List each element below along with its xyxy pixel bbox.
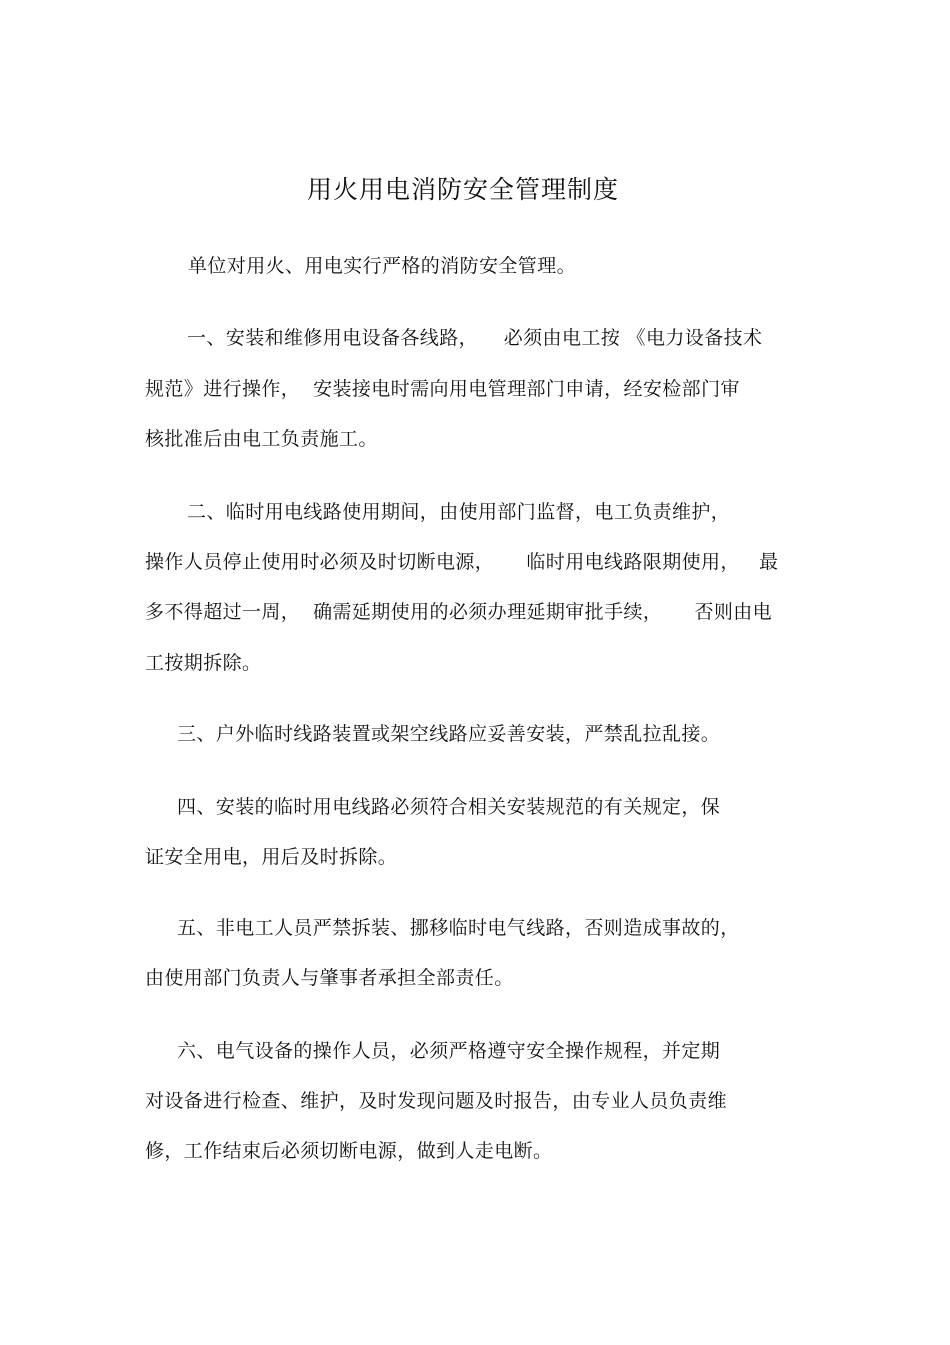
section-5-line-2: 由使用部门负责人与肇事者承担全部责任。 bbox=[145, 967, 514, 989]
section-6-line-2: 对设备进行检查、维护，及时发现问题及时报告，由专业人员负责维 bbox=[145, 1090, 728, 1112]
section-6-line-3: 修，工作结束后必须切断电源，做到人走电断。 bbox=[145, 1140, 553, 1162]
section-6-line-1: 六、电气设备的操作人员，必须严格遵守安全操作规程，并定期 bbox=[177, 1040, 721, 1062]
section-4-line-2: 证安全用电，用后及时拆除。 bbox=[145, 846, 398, 868]
document-title: 用火用电消防安全管理制度 bbox=[306, 175, 619, 204]
section-2-line-3: 多不得超过一周， 确需延期使用的必须办理延期审批手续， 否则由电 bbox=[145, 601, 773, 623]
section-3-line-1: 三、户外临时线路装置或架空线路应妥善安装，严禁乱拉乱接。 bbox=[177, 723, 721, 745]
section-1-line-3: 核批准后由电工负责施工。 bbox=[145, 428, 378, 450]
section-2-line-2: 操作人员停止使用时必须及时切断电源， 临时用电线路限期使用， 最 bbox=[145, 551, 779, 573]
section-5-line-1: 五、非电工人员严禁拆装、挪移临时电气线路，否则造成事故的， bbox=[177, 917, 740, 939]
section-2-line-1: 二、临时用电线路使用期间，由使用部门监督，电工负责维护， bbox=[187, 501, 731, 523]
section-2-line-4: 工按期拆除。 bbox=[145, 652, 262, 674]
intro-paragraph: 单位对用火、用电实行严格的消防安全管理。 bbox=[188, 255, 577, 277]
section-1-line-2: 规范》进行操作， 安装接电时需向用电管理部门申请，经安检部门审 bbox=[145, 378, 740, 400]
section-1-line-1: 一、安装和维修用电设备各线路， 必须由电工按 《电力设备技术 bbox=[187, 327, 763, 349]
section-4-line-1: 四、安装的临时用电线路必须符合相关安装规范的有关规定，保 bbox=[177, 796, 721, 818]
